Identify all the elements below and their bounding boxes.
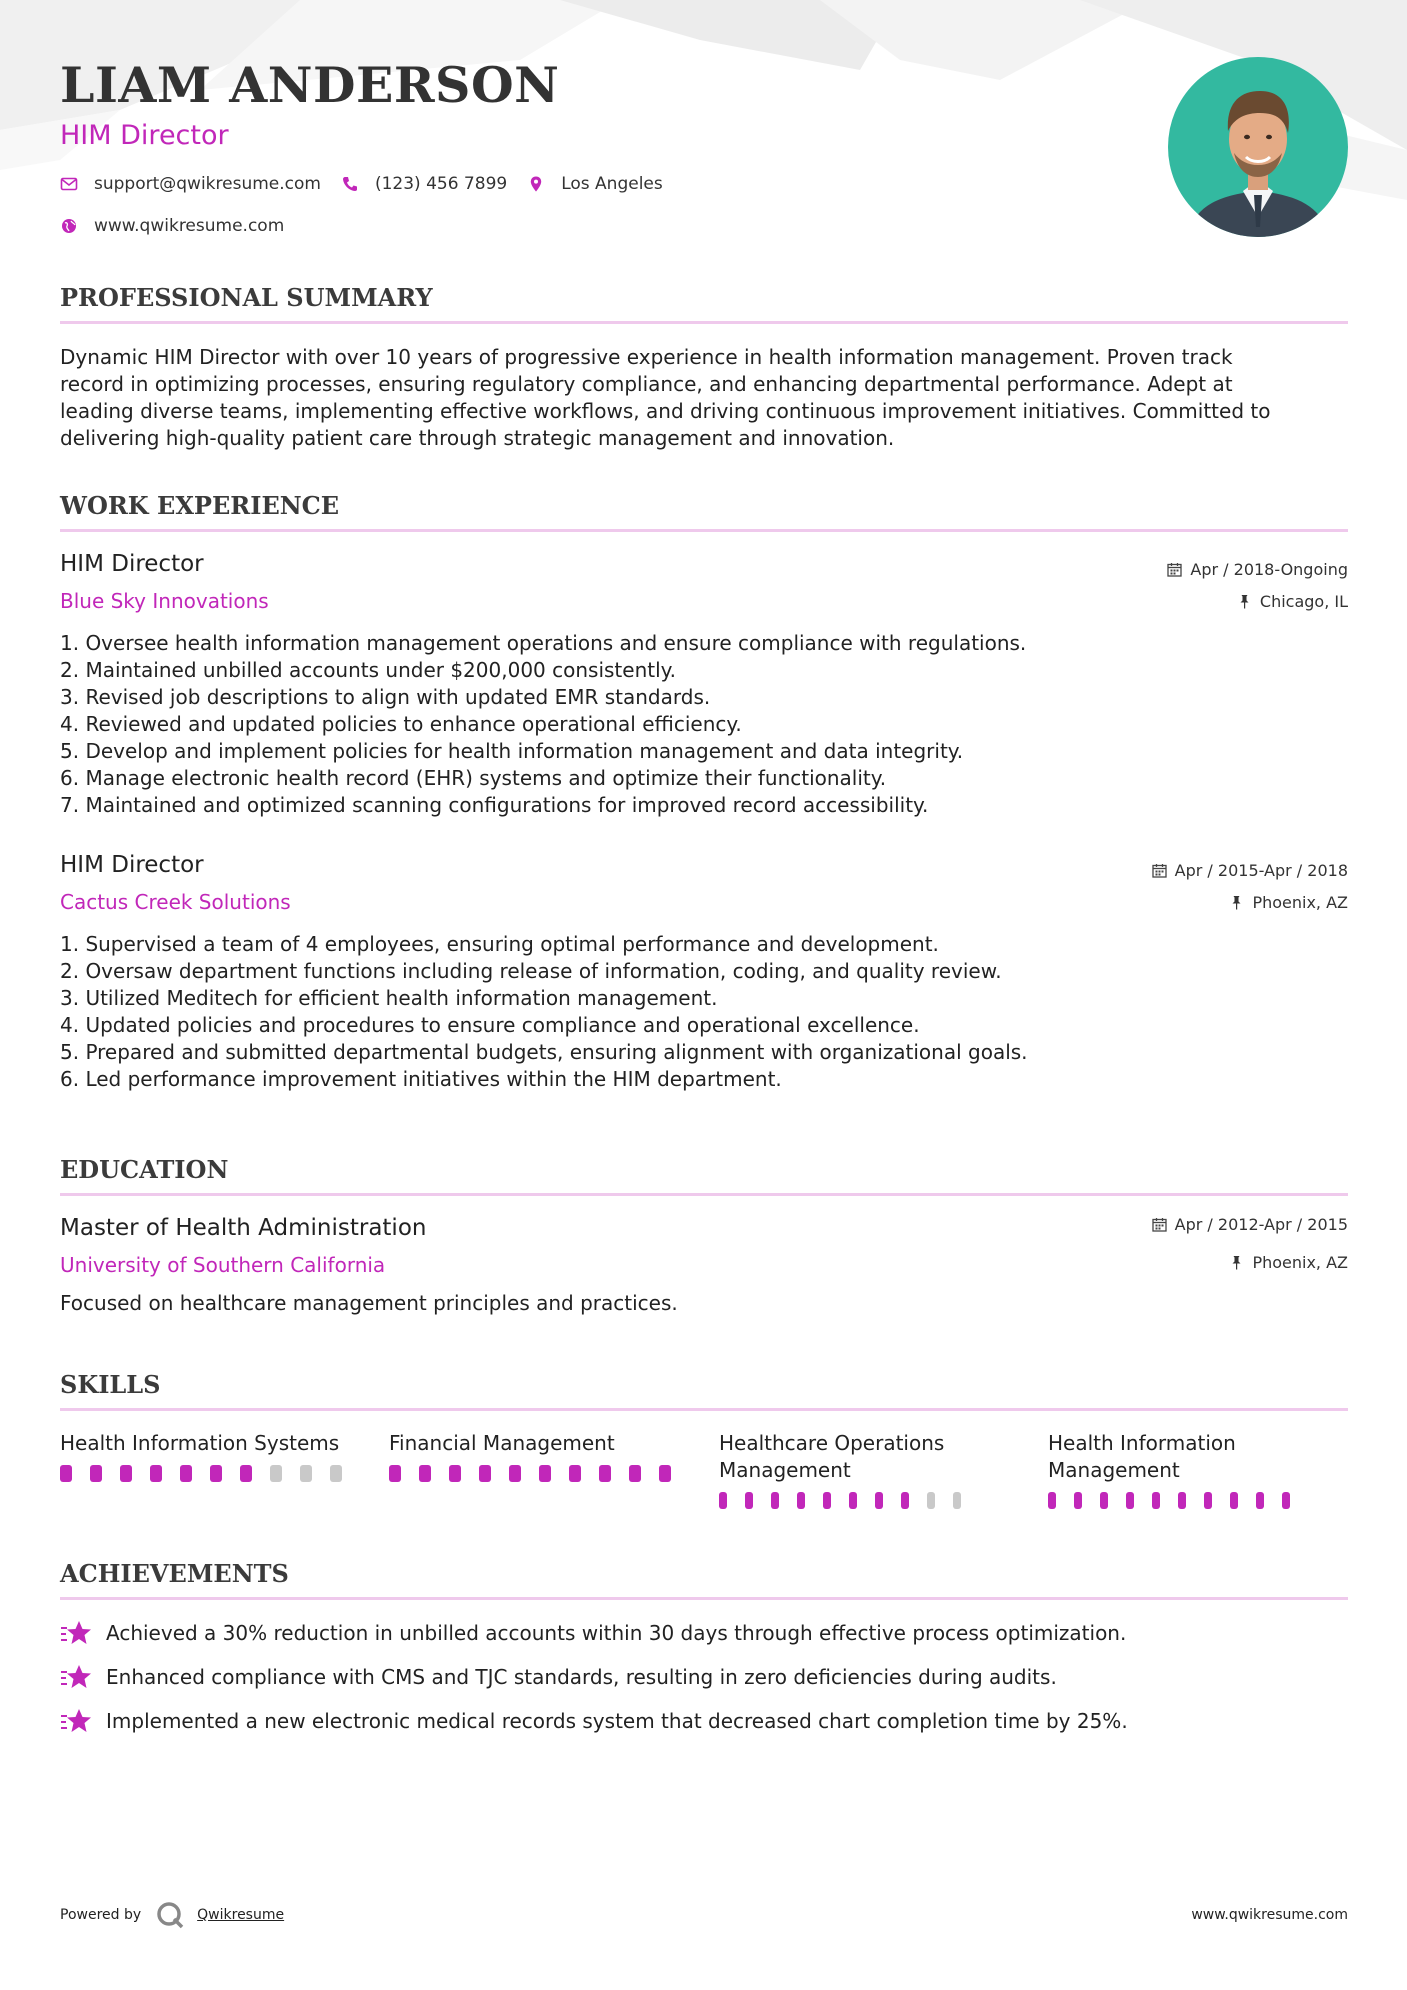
rating-dot-filled — [719, 1492, 727, 1509]
duty-item: 2. Maintained unbilled accounts under $200,000 consistently. — [60, 658, 676, 682]
rating-dot-empty — [270, 1465, 282, 1482]
job-company: Blue Sky Innovations — [60, 589, 269, 613]
summary-line: Dynamic HIM Director with over 10 years of progressive experience in health information management. Proven track — [60, 345, 1233, 369]
rating-dot-filled — [797, 1492, 805, 1509]
job-location — [1237, 592, 1348, 611]
phone-text: (123) 456 7899 — [374, 174, 508, 194]
calendar-icon — [1167, 562, 1182, 577]
education-description: Focused on healthcare management principles and practices. — [60, 1291, 678, 1315]
map-pin-icon — [527, 175, 545, 193]
star-badge-icon — [60, 1619, 92, 1647]
rating-dot-filled — [449, 1465, 461, 1482]
qwikresume-link[interactable]: Qwikresume — [197, 1907, 285, 1923]
rating-dot-filled — [1178, 1492, 1186, 1509]
job-location-text: Chicago, IL — [1259, 592, 1348, 611]
rating-dot-filled — [629, 1465, 641, 1482]
rating-dot-filled — [120, 1465, 132, 1482]
rating-dot-filled — [539, 1465, 551, 1482]
pushpin-icon — [1229, 1255, 1244, 1270]
rating-dot-filled — [1048, 1492, 1056, 1509]
rating-dot-filled — [1152, 1492, 1160, 1509]
achievement-item — [60, 1707, 1128, 1735]
skill-rating — [389, 1465, 689, 1482]
job-company: Cactus Creek Solutions — [60, 890, 291, 914]
candidate-name: LIAM ANDERSON — [60, 56, 560, 114]
job-dates — [1167, 560, 1348, 579]
education-dates-text: Apr / 2012-Apr / 2015 — [1174, 1215, 1348, 1234]
rating-dot-filled — [1126, 1492, 1134, 1509]
footer-website[interactable]: www.qwikresume.com — [1191, 1907, 1348, 1923]
rating-dot-filled — [1256, 1492, 1264, 1509]
rating-dot-filled — [659, 1465, 671, 1482]
rating-dot-empty — [330, 1465, 342, 1482]
pushpin-icon — [1237, 594, 1252, 609]
skills-section-title: SKILLS — [60, 1370, 161, 1399]
skill-name: Financial Management — [389, 1431, 615, 1455]
summary-line: delivering high-quality patient care through strategic management and innovation. — [60, 426, 895, 450]
candidate-role: HIM Director — [60, 120, 229, 151]
duty-item: 4. Reviewed and updated policies to enhance operational efficiency. — [60, 712, 742, 736]
rating-dot-empty — [927, 1492, 935, 1509]
achievements-section-title: ACHIEVEMENTS — [60, 1559, 289, 1588]
location-text: Los Angeles — [561, 174, 663, 194]
rating-dot-filled — [210, 1465, 222, 1482]
rating-dot-empty — [953, 1492, 961, 1509]
summary-section-title: PROFESSIONAL SUMMARY — [60, 283, 433, 312]
job-title: HIM Director — [60, 551, 204, 577]
duty-item: 5. Develop and implement policies for health information management and data integrity. — [60, 739, 964, 763]
summary-divider — [60, 321, 1348, 324]
achievement-text: Enhanced compliance with CMS and TJC standards, resulting in zero deficiencies during audits. — [106, 1665, 1057, 1689]
calendar-icon — [1152, 863, 1167, 878]
skill-item — [719, 1430, 979, 1509]
duty-item: 6. Manage electronic health record (EHR) systems and optimize their functionality. — [60, 766, 887, 790]
skill-name: Healthcare Operations Management — [719, 1431, 945, 1482]
rating-dot-filled — [569, 1465, 581, 1482]
rating-dot-empty — [300, 1465, 312, 1482]
rating-dot-filled — [1204, 1492, 1212, 1509]
duty-item: 1. Supervised a team of 4 employees, ensuring optimal performance and development. — [60, 932, 939, 956]
achievement-text: Implemented a new electronic medical records system that decreased chart completion time by 25%. — [106, 1709, 1128, 1733]
star-badge-icon — [60, 1663, 92, 1691]
achievement-item — [60, 1619, 1126, 1647]
rating-dot-filled — [479, 1465, 491, 1482]
duty-item: 5. Prepared and submitted departmental budgets, ensuring alignment with organizational goals. — [60, 1040, 1028, 1064]
rating-dot-filled — [1282, 1492, 1290, 1509]
job-title: HIM Director — [60, 852, 204, 878]
rating-dot-filled — [90, 1465, 102, 1482]
rating-dot-filled — [823, 1492, 831, 1509]
education-location-text: Phoenix, AZ — [1252, 1253, 1348, 1272]
contact-location — [527, 174, 663, 194]
candidate-photo — [1168, 57, 1348, 237]
rating-dot-filled — [599, 1465, 611, 1482]
education-dates — [1152, 1215, 1348, 1234]
contact-row-2 — [60, 216, 304, 236]
rating-dot-filled — [60, 1465, 72, 1482]
contact-row-1 — [60, 174, 683, 194]
rating-dot-filled — [745, 1492, 753, 1509]
duty-item: 3. Revised job descriptions to align with updated EMR standards. — [60, 685, 711, 709]
website-text: www.qwikresume.com — [94, 216, 285, 236]
rating-dot-filled — [1074, 1492, 1082, 1509]
skill-item — [60, 1430, 360, 1482]
job-duties-list — [60, 931, 1028, 1093]
education-degree: Master of Health Administration — [60, 1215, 427, 1241]
qwikresume-logo-icon — [155, 1900, 185, 1930]
footer-powered-by — [60, 1900, 284, 1930]
skill-rating — [60, 1465, 360, 1482]
rating-dot-filled — [1230, 1492, 1238, 1509]
pushpin-icon — [1229, 895, 1244, 910]
rating-dot-filled — [389, 1465, 401, 1482]
globe-icon — [60, 217, 78, 235]
contact-phone[interactable] — [341, 174, 507, 194]
rating-dot-filled — [150, 1465, 162, 1482]
powered-by-label: Powered by — [60, 1907, 142, 1923]
rating-dot-filled — [771, 1492, 779, 1509]
job-duties-list — [60, 630, 1026, 819]
duty-item: 6. Led performance improvement initiatives within the HIM department. — [60, 1067, 782, 1091]
rating-dot-filled — [901, 1492, 909, 1509]
rating-dot-filled — [849, 1492, 857, 1509]
star-badge-icon — [60, 1707, 92, 1735]
phone-icon — [341, 175, 359, 193]
duty-item: 4. Updated policies and procedures to ensure compliance and operational excellence. — [60, 1013, 920, 1037]
rating-dot-filled — [1100, 1492, 1108, 1509]
skill-name: Health Information Systems — [60, 1431, 340, 1455]
calendar-icon — [1152, 1217, 1167, 1232]
contact-website[interactable] — [60, 216, 284, 236]
job-location — [1229, 893, 1348, 912]
achievements-divider — [60, 1597, 1348, 1600]
job-dates-text: Apr / 2018-Ongoing — [1190, 560, 1348, 579]
duty-item: 1. Oversee health information management operations and ensure compliance with regulations. — [60, 631, 1027, 655]
email-text: support@qwikresume.com — [94, 174, 321, 194]
skill-name: Health Information Management — [1048, 1431, 1236, 1482]
rating-dot-filled — [419, 1465, 431, 1482]
duty-item: 3. Utilized Meditech for efficient health information management. — [60, 986, 718, 1010]
job-dates — [1152, 861, 1348, 880]
job-dates-text: Apr / 2015-Apr / 2018 — [1174, 861, 1348, 880]
summary-line: leading diverse teams, implementing effective workflows, and driving continuous improvement initiatives. Committed to — [60, 399, 1271, 423]
job-location-text: Phoenix, AZ — [1252, 893, 1348, 912]
rating-dot-filled — [509, 1465, 521, 1482]
skill-rating — [719, 1492, 979, 1509]
skill-item — [389, 1430, 689, 1482]
duty-item: 7. Maintained and optimized scanning configurations for improved record accessibility. — [60, 793, 929, 817]
summary-text — [60, 344, 1348, 452]
contact-email[interactable] — [60, 174, 321, 194]
envelope-icon — [60, 175, 78, 193]
skill-item — [1048, 1430, 1308, 1509]
duty-item: 2. Oversaw department functions including release of information, coding, and quality review. — [60, 959, 1002, 983]
education-location — [1229, 1253, 1348, 1272]
rating-dot-filled — [180, 1465, 192, 1482]
skill-rating — [1048, 1492, 1308, 1509]
education-school: University of Southern California — [60, 1253, 386, 1277]
achievement-item — [60, 1663, 1057, 1691]
rating-dot-filled — [240, 1465, 252, 1482]
education-divider — [60, 1193, 1348, 1196]
summary-line: record in optimizing processes, ensuring regulatory compliance, and enhancing departmental performance. Adept at — [60, 372, 1233, 396]
rating-dot-filled — [875, 1492, 883, 1509]
experience-section-title: WORK EXPERIENCE — [60, 491, 340, 520]
education-section-title: EDUCATION — [60, 1155, 229, 1184]
skills-divider — [60, 1408, 1348, 1411]
experience-divider — [60, 529, 1348, 532]
achievement-text: Achieved a 30% reduction in unbilled accounts within 30 days through effective process optimization. — [106, 1621, 1127, 1645]
